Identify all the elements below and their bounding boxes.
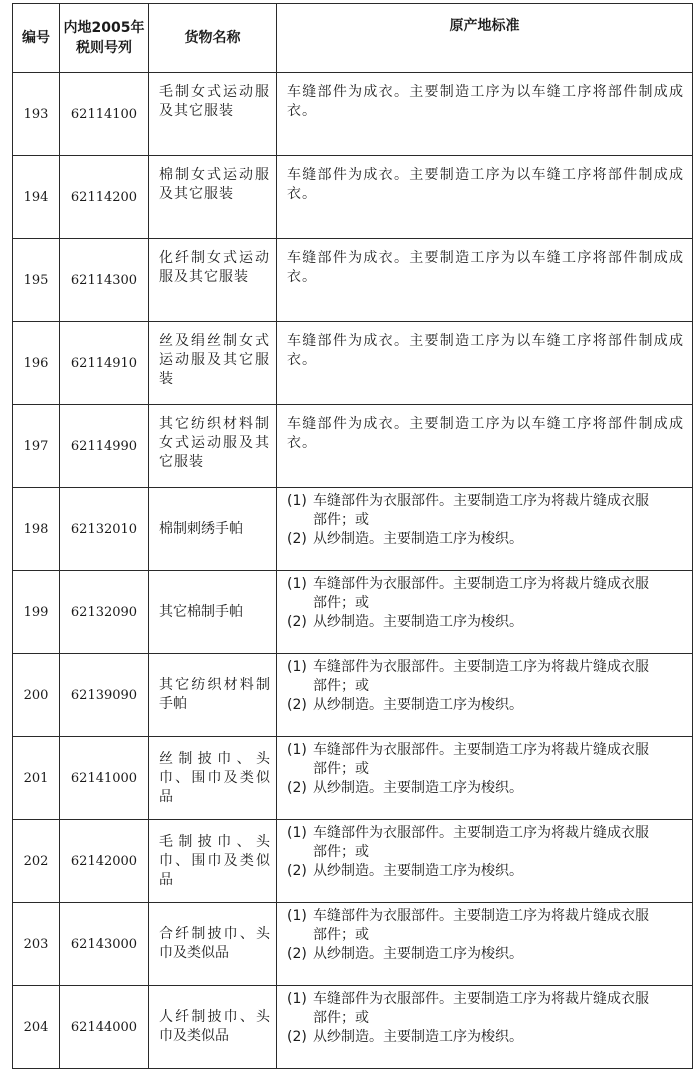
cell-code: 62141000 [60, 737, 149, 820]
cell-standard [277, 405, 693, 488]
standard-option-1 [287, 907, 684, 926]
cell-name [149, 156, 277, 239]
option-continuation: 部件；或 [313, 512, 369, 528]
name-text: 其它棉制手帕 [159, 603, 243, 620]
cell-no: 197 [13, 405, 60, 488]
cell-no: 202 [13, 820, 60, 903]
name-text: 化纤制女式运动服及其它服装 [159, 250, 270, 285]
cell-standard [277, 903, 693, 986]
option-text: 从纱制造。主要制造工序为梭织。 [313, 614, 523, 630]
table-row [13, 156, 693, 239]
name-text: 丝及绢丝制女式运动服及其它服装 [159, 333, 270, 387]
cell-no: 196 [13, 322, 60, 405]
cell-name [149, 903, 277, 986]
cell-no: 198 [13, 488, 60, 571]
table-row [13, 737, 693, 820]
cell-standard [277, 322, 693, 405]
cell-name [149, 488, 277, 571]
table-row [13, 571, 693, 654]
option-text: 车缝部件为衣服部件。主要制造工序为将裁片缝成衣服 [313, 493, 649, 509]
option-text: 从纱制造。主要制造工序为梭织。 [313, 531, 523, 547]
option-number: (2) [287, 863, 307, 879]
option-text: 从纱制造。主要制造工序为梭织。 [313, 697, 523, 713]
cell-name [149, 239, 277, 322]
standard-option-2 [287, 1028, 684, 1047]
table-row [13, 322, 693, 405]
table-row [13, 986, 693, 1069]
option-text: 从纱制造。主要制造工序为梭织。 [313, 863, 523, 879]
header-no: 编号 [13, 4, 60, 73]
standard-text: 车缝部件为成衣。主要制造工序为以车缝工序将部件制成成衣。 [287, 167, 684, 202]
option-number: (1) [287, 493, 307, 509]
cell-name [149, 322, 277, 405]
cell-code: 62114910 [60, 322, 149, 405]
cell-code: 62144000 [60, 986, 149, 1069]
option-text: 车缝部件为衣服部件。主要制造工序为将裁片缝成衣服 [313, 825, 649, 841]
table-row [13, 239, 693, 322]
cell-standard [277, 73, 693, 156]
option-number: (2) [287, 697, 307, 713]
cell-no: 201 [13, 737, 60, 820]
standard-option-1 [287, 658, 684, 677]
standard-option-2 [287, 696, 684, 715]
cell-standard [277, 156, 693, 239]
table-row [13, 820, 693, 903]
option-number: (2) [287, 614, 307, 630]
cell-code: 62114100 [60, 73, 149, 156]
name-text: 丝制披巾、头巾、围巾及类似品 [159, 750, 270, 805]
cell-name [149, 820, 277, 903]
option-text: 从纱制造。主要制造工序为梭织。 [313, 946, 523, 962]
cell-no: 199 [13, 571, 60, 654]
cell-name [149, 737, 277, 820]
option-continuation: 部件；或 [313, 844, 369, 860]
standard-text: 车缝部件为成衣。主要制造工序为以车缝工序将部件制成成衣。 [287, 333, 684, 368]
option-continuation: 部件；或 [313, 927, 369, 943]
origin-standards-table [12, 3, 693, 1069]
standard-text: 车缝部件为成衣。主要制造工序为以车缝工序将部件制成成衣。 [287, 84, 684, 119]
option-continuation: 部件；或 [313, 1010, 369, 1026]
header-code [60, 4, 149, 73]
cell-code: 62114300 [60, 239, 149, 322]
option-text: 车缝部件为衣服部件。主要制造工序为将裁片缝成衣服 [313, 742, 649, 758]
cell-standard [277, 571, 693, 654]
name-text: 棉制刺绣手帕 [159, 520, 243, 537]
standard-option-1 [287, 990, 684, 1009]
cell-no: 200 [13, 654, 60, 737]
cell-no: 203 [13, 903, 60, 986]
cell-standard [277, 239, 693, 322]
name-text: 其它纺织材料制手帕 [159, 677, 270, 712]
option-number: (1) [287, 991, 307, 1007]
cell-name [149, 986, 277, 1069]
option-number: (1) [287, 825, 307, 841]
cell-name [149, 73, 277, 156]
cell-standard [277, 820, 693, 903]
cell-no: 193 [13, 73, 60, 156]
table-row [13, 73, 693, 156]
standard-option-1 [287, 575, 684, 594]
header-standard: 原产地标准 [277, 4, 693, 73]
name-text: 合纤制披巾、头巾及类似品 [159, 926, 270, 961]
option-text: 从纱制造。主要制造工序为梭织。 [313, 1029, 523, 1045]
cell-name [149, 654, 277, 737]
cell-code: 62114200 [60, 156, 149, 239]
cell-standard [277, 986, 693, 1069]
option-continuation: 部件；或 [313, 678, 369, 694]
option-number: (2) [287, 1029, 307, 1045]
option-text: 车缝部件为衣服部件。主要制造工序为将裁片缝成衣服 [313, 659, 649, 675]
cell-standard [277, 654, 693, 737]
table-header-row [13, 4, 693, 73]
cell-code: 62132090 [60, 571, 149, 654]
option-text: 车缝部件为衣服部件。主要制造工序为将裁片缝成衣服 [313, 908, 649, 924]
option-number: (2) [287, 531, 307, 547]
header-name: 货物名称 [149, 4, 277, 73]
document-page [12, 3, 692, 1069]
cell-name [149, 571, 277, 654]
standard-option-2 [287, 945, 684, 964]
cell-standard [277, 737, 693, 820]
option-number: (2) [287, 780, 307, 796]
cell-no: 194 [13, 156, 60, 239]
name-text: 毛制披巾、头巾、围巾及类似品 [159, 833, 270, 888]
standard-text: 车缝部件为成衣。主要制造工序为以车缝工序将部件制成成衣。 [287, 250, 684, 285]
option-number: (1) [287, 659, 307, 675]
standard-option-1 [287, 492, 684, 511]
option-number: (1) [287, 908, 307, 924]
name-text: 其它纺织材料制女式运动服及其它服装 [159, 416, 270, 470]
option-number: (1) [287, 576, 307, 592]
cell-code: 62139090 [60, 654, 149, 737]
option-text: 车缝部件为衣服部件。主要制造工序为将裁片缝成衣服 [313, 991, 649, 1007]
standard-option-1 [287, 824, 684, 843]
option-text: 从纱制造。主要制造工序为梭织。 [313, 780, 523, 796]
cell-code: 62132010 [60, 488, 149, 571]
option-number: (2) [287, 946, 307, 962]
standard-option-2 [287, 613, 684, 632]
cell-name [149, 405, 277, 488]
name-text: 人纤制披巾、头巾及类似品 [159, 1009, 270, 1044]
header-code-line2: 税则号列 [76, 40, 132, 56]
standard-option-2 [287, 779, 684, 798]
header-code-line1: 内地2005年 [63, 20, 145, 36]
option-continuation: 部件；或 [313, 595, 369, 611]
standard-option-2 [287, 530, 684, 549]
standard-option-1 [287, 741, 684, 760]
option-number: (1) [287, 742, 307, 758]
name-text: 毛制女式运动服及其它服装 [159, 84, 270, 119]
table-row [13, 405, 693, 488]
table-row [13, 903, 693, 986]
standard-text: 车缝部件为成衣。主要制造工序为以车缝工序将部件制成成衣。 [287, 416, 684, 451]
table-row [13, 488, 693, 571]
option-text: 车缝部件为衣服部件。主要制造工序为将裁片缝成衣服 [313, 576, 649, 592]
option-continuation: 部件；或 [313, 761, 369, 777]
cell-code: 62142000 [60, 820, 149, 903]
cell-no: 195 [13, 239, 60, 322]
name-text: 棉制女式运动服及其它服装 [159, 167, 270, 202]
cell-code: 62143000 [60, 903, 149, 986]
standard-option-2 [287, 862, 684, 881]
cell-no: 204 [13, 986, 60, 1069]
cell-standard [277, 488, 693, 571]
cell-code: 62114990 [60, 405, 149, 488]
table-row [13, 654, 693, 737]
